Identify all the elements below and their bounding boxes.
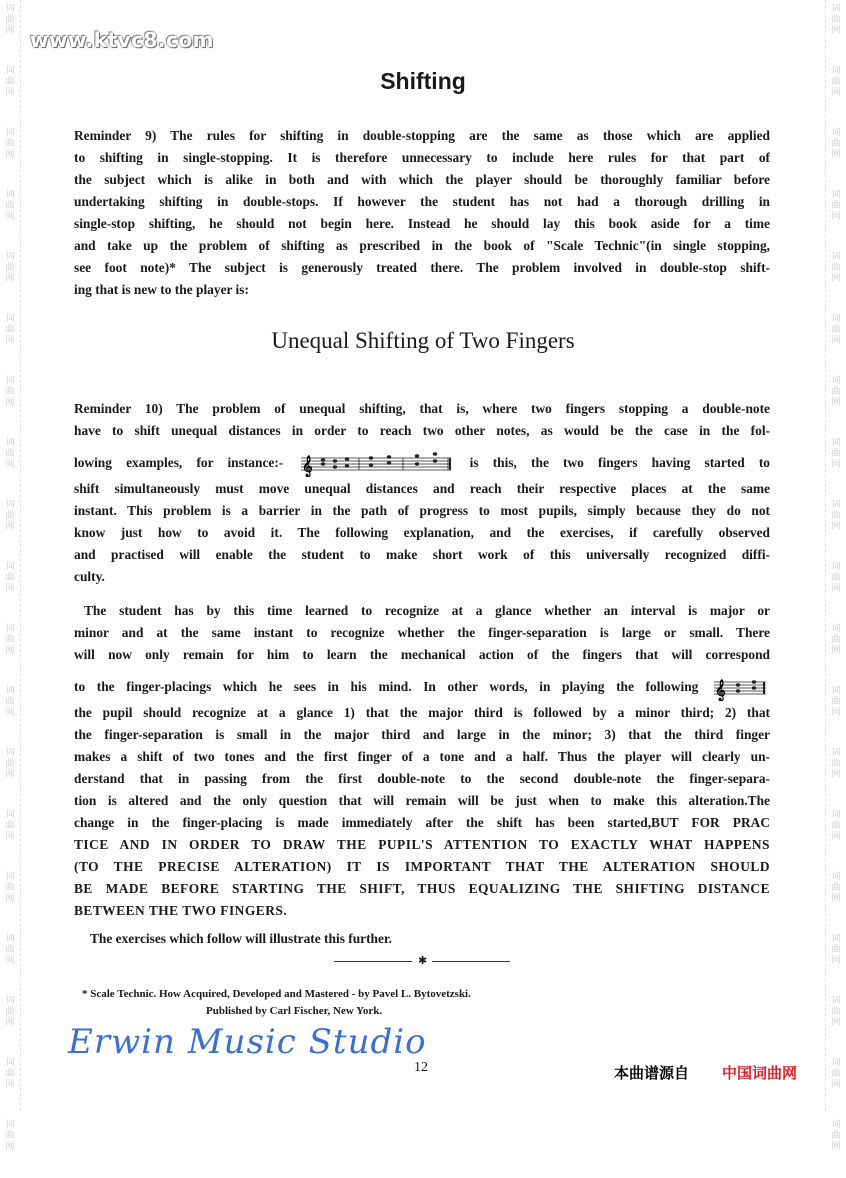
watermark-glyph: 网 [831,88,841,98]
watermark-glyph: 词 [5,562,15,572]
watermark-glyph: 网 [5,708,15,718]
watermark-glyph: 词 [5,1120,15,1130]
watermark-glyph: 曲 [831,139,841,149]
watermark-glyph: 网 [5,522,15,532]
text-line-with-music [74,669,770,705]
watermark-glyph-group [826,124,846,186]
watermark-glyph: 曲 [5,821,15,831]
watermark-glyph: 曲 [831,945,841,955]
watermark-glyph: 网 [831,894,841,904]
watermark-glyph-group [0,744,20,806]
watermark-glyph: 曲 [5,325,15,335]
text-line-with-music [74,445,770,481]
watermark-glyph: 词 [5,996,15,1006]
watermark-glyph: 词 [831,128,841,138]
watermark-glyph: 网 [5,1018,15,1028]
watermark-glyph: 网 [831,770,841,780]
text-line: The exercises which follow will illustrate this further. [90,931,393,946]
text-line: know just how to avoid it. The following explanation, and the exercises, if carefully observed [74,525,770,540]
watermark-glyph: 网 [5,212,15,222]
watermark-glyph-group [826,930,846,992]
watermark-glyph: 词 [5,376,15,386]
watermark-glyph: 网 [831,26,841,36]
text-line: instant. This problem is a barrier in the path of progress to most pupils, simply because they do not [74,503,770,518]
watermark-glyph: 曲 [5,263,15,273]
watermark-glyph: 网 [5,398,15,408]
watermark-glyph: 网 [5,150,15,160]
watermark-glyph-group [826,868,846,930]
studio-signature: Erwin Music Studio [68,1022,427,1062]
watermark-glyph: 网 [5,956,15,966]
watermark-glyph: 网 [831,522,841,532]
watermark-glyph: 网 [5,770,15,780]
watermark-glyph: 网 [831,1018,841,1028]
watermark-glyph: 词 [831,438,841,448]
watermark-glyph-group [826,372,846,434]
watermark-glyph-group [826,806,846,868]
text-line: BE MADE BEFORE STARTING THE SHIFT, THUS EQUALIZING THE SHIFTING DISTANCE [74,881,770,896]
watermark-glyph: 词 [5,314,15,324]
svg-text:𝄞: 𝄞 [715,679,726,701]
watermark-glyph: 词 [831,1120,841,1130]
watermark-glyph-group [0,558,20,620]
watermark-glyph-group [826,682,846,744]
watermark-glyph: 曲 [5,635,15,645]
watermark-glyph: 词 [5,500,15,510]
watermark-glyph: 曲 [831,325,841,335]
text-line: and take up the problem of shifting as prescribed in the book of "Scale Technic"(in single stopping, [74,238,770,253]
watermark-glyph: 词 [5,4,15,14]
watermark-glyph-group [0,372,20,434]
watermark-glyph: 曲 [831,821,841,831]
watermark-glyph: 词 [831,996,841,1006]
watermark-glyph: 曲 [831,1069,841,1079]
watermark-glyph: 词 [5,438,15,448]
watermark-glyph: 词 [5,66,15,76]
text-line: makes a shift of two tones and the first finger of a tone and a half. Thus the player will clearly un- [74,749,770,764]
watermark-glyph: 词 [5,748,15,758]
watermark-glyph: 词 [831,562,841,572]
watermark-glyph: 网 [5,646,15,656]
paragraph-student [74,603,770,925]
watermark-glyph: 曲 [5,697,15,707]
text-line: undertaking shifting in double-stops. If however the student has not had a thorough drilling in [74,194,770,209]
text-line: will now only remain for him to learn the mechanical action of the fingers that will correspond [74,647,770,662]
watermark-glyph: 网 [5,88,15,98]
site-watermark: www.ktvc8.com [30,28,214,52]
watermark-glyph: 词 [5,624,15,634]
watermark-glyph-group [0,930,20,992]
watermark-glyph: 网 [831,832,841,842]
watermark-glyph: 曲 [831,449,841,459]
watermark-glyph-group [826,744,846,806]
page-number: 12 [414,1060,428,1075]
text-line: have to shift unequal distances in order to reach two other notes, as would be the case in the fol- [74,423,770,438]
watermark-glyph: 词 [5,934,15,944]
text-line: single-stop shifting, he should not begin here. Instead he should lay this book aside for a time [74,216,770,231]
watermark-glyph: 词 [5,872,15,882]
text-line: Reminder 10) The problem of unequal shifting, that is, where two fingers stopping a double-note [74,401,770,416]
text-fragment: is this, the two fingers having started to [469,455,770,470]
watermark-glyph-group [0,620,20,682]
section-divider [334,955,510,967]
watermark-glyph-group [0,0,20,62]
watermark-glyph-group [0,1116,20,1178]
left-watermark-strip [0,0,21,1152]
watermark-glyph: 曲 [5,1131,15,1141]
watermark-glyph: 曲 [831,263,841,273]
watermark-glyph: 曲 [831,759,841,769]
watermark-glyph: 词 [831,934,841,944]
watermark-glyph: 词 [5,810,15,820]
watermark-glyph: 曲 [831,1007,841,1017]
watermark-glyph: 网 [831,1080,841,1090]
watermark-glyph: 曲 [831,511,841,521]
watermark-glyph-group [826,558,846,620]
section-subtitle: Unequal Shifting of Two Fingers [271,328,575,353]
watermark-glyph: 词 [831,810,841,820]
watermark-glyph: 网 [5,26,15,36]
watermark-glyph-group [0,248,20,310]
watermark-glyph-group [826,434,846,496]
paragraph-reminder-10 [74,401,770,591]
text-line: derstand that in passing from the first double-note to the second double-note the finger-separa- [74,771,770,786]
watermark-glyph-group [826,186,846,248]
watermark-glyph: 词 [831,686,841,696]
watermark-glyph: 网 [831,336,841,346]
watermark-glyph: 网 [831,212,841,222]
watermark-glyph: 网 [5,1142,15,1152]
watermark-glyph: 曲 [5,1007,15,1017]
watermark-glyph: 词 [831,252,841,262]
watermark-glyph-group [0,682,20,744]
watermark-glyph: 词 [831,1058,841,1068]
watermark-glyph: 词 [831,376,841,386]
watermark-glyph: 网 [5,584,15,594]
watermark-glyph-group [0,434,20,496]
watermark-glyph: 词 [831,872,841,882]
music-staff-example [301,451,451,477]
watermark-glyph: 曲 [5,573,15,583]
text-line: the subject which is alike in both and with which the player should be thoroughly familiar before [74,172,770,187]
watermark-glyph: 曲 [831,573,841,583]
watermark-glyph: 词 [831,66,841,76]
watermark-glyph: 曲 [5,77,15,87]
watermark-glyph: 曲 [5,1069,15,1079]
watermark-glyph: 词 [5,1058,15,1068]
text-line: BETWEEN THE TWO FINGERS. [74,903,288,918]
text-line: culty. [74,569,105,584]
source-label: 本曲谱源自 [614,1064,690,1082]
watermark-glyph: 网 [5,894,15,904]
watermark-glyph-group [0,868,20,930]
text-line: change in the finger-placing is made immediately after the shift has been started,BUT FOR PRAC [74,815,770,830]
watermark-glyph: 曲 [5,387,15,397]
watermark-glyph-group [826,1054,846,1116]
watermark-glyph-group [826,620,846,682]
text-line: Reminder 9) The rules for shifting in double-stopping are the same as those which are applied [74,128,770,143]
watermark-glyph: 曲 [5,883,15,893]
music-staff-thirds [714,675,766,701]
publisher-line: Published by Carl Fischer, New York. [206,1005,383,1017]
watermark-glyph: 曲 [831,15,841,25]
text-line: the pupil should recognize at a glance 1) that the major third is followed by a minor third; 2) that [74,705,770,720]
watermark-glyph: 词 [5,252,15,262]
watermark-glyph: 词 [831,748,841,758]
text-line: shift simultaneously must move unequal distances and reach their respective places at the same [74,481,770,496]
watermark-glyph-group [0,992,20,1054]
page-title: Shifting [380,68,466,94]
text-line: to shifting in single-stopping. It is therefore unnecessary to include here rules for that part of [74,150,770,165]
watermark-glyph: 网 [831,150,841,160]
watermark-glyph: 词 [5,686,15,696]
watermark-glyph: 网 [831,708,841,718]
watermark-glyph: 词 [831,500,841,510]
watermark-glyph: 曲 [831,201,841,211]
watermark-glyph-group [0,806,20,868]
watermark-glyph: 网 [831,956,841,966]
watermark-glyph: 词 [831,624,841,634]
watermark-glyph-group [0,1054,20,1116]
watermark-glyph: 曲 [5,511,15,521]
watermark-glyph: 曲 [831,77,841,87]
watermark-glyph: 曲 [831,1131,841,1141]
site-label: 中国词曲网 [722,1064,798,1082]
paragraph-reminder-9 [74,128,770,304]
watermark-glyph-group [826,496,846,558]
watermark-glyph: 网 [831,584,841,594]
text-line: and practised will enable the student to make short work of this universally recognized diffi- [74,547,770,562]
watermark-glyph: 网 [831,1142,841,1152]
watermark-glyph: 网 [5,832,15,842]
watermark-glyph: 曲 [5,15,15,25]
text-line: (TO THE PRECISE ALTERATION) IT IS IMPORTANT THAT THE ALTERATION SHOULD [74,859,770,874]
watermark-glyph-group [826,992,846,1054]
watermark-glyph: 网 [5,274,15,284]
watermark-glyph: 词 [831,190,841,200]
star-ornament-icon: ✱ [418,955,428,967]
watermark-glyph: 网 [5,1080,15,1090]
right-watermark-strip [825,0,846,1152]
watermark-glyph: 词 [831,314,841,324]
watermark-glyph: 网 [5,336,15,346]
footnote: * Scale Technic. How Acquired, Developed and Mastered - by Pavel L. Bytovetzski. [82,988,471,1000]
watermark-glyph: 曲 [5,201,15,211]
watermark-glyph: 网 [831,460,841,470]
watermark-glyph: 网 [831,274,841,284]
text-line: the finger-separation is small in the major third and large in the minor; 3) that the third finger [74,727,770,742]
watermark-glyph: 曲 [831,387,841,397]
text-line: ing that is new to the player is: [74,282,249,297]
watermark-glyph-group [826,0,846,62]
watermark-glyph: 曲 [831,697,841,707]
watermark-glyph: 曲 [5,449,15,459]
text-line: The student has by this time learned to recognize at a glance whether an interval is major or [84,603,770,618]
closing-line [74,931,770,953]
text-line: minor and at the same instant to recognize whether the finger-separation is large or small. There [74,625,770,640]
watermark-glyph: 网 [831,398,841,408]
text-fragment: lowing examples, for instance:- [74,455,284,470]
watermark-glyph: 曲 [5,759,15,769]
watermark-glyph-group [826,248,846,310]
watermark-glyph: 曲 [831,883,841,893]
watermark-glyph-group [0,496,20,558]
watermark-glyph-group [0,124,20,186]
watermark-glyph: 曲 [831,635,841,645]
watermark-glyph: 词 [831,4,841,14]
watermark-glyph-group [0,186,20,248]
watermark-glyph: 词 [5,128,15,138]
text-line: see foot note)* The subject is generously treated there. The problem involved in double-stop shift- [74,260,770,275]
watermark-glyph: 曲 [5,139,15,149]
watermark-glyph: 曲 [5,945,15,955]
svg-text:𝄞: 𝄞 [302,455,314,477]
text-line: TICE AND IN ORDER TO DRAW THE PUPIL'S ATTENTION TO EXACTLY WHAT HAPPENS [74,837,770,852]
watermark-glyph-group [826,1116,846,1178]
text-fragment: to the finger-placings which he sees in his mind. In other words, in playing the following [74,679,699,694]
watermark-glyph: 网 [5,460,15,470]
watermark-glyph: 网 [831,646,841,656]
text-line: tion is altered and the only question that will remain will be just when to make this alteration.The [74,793,770,808]
watermark-glyph: 词 [5,190,15,200]
